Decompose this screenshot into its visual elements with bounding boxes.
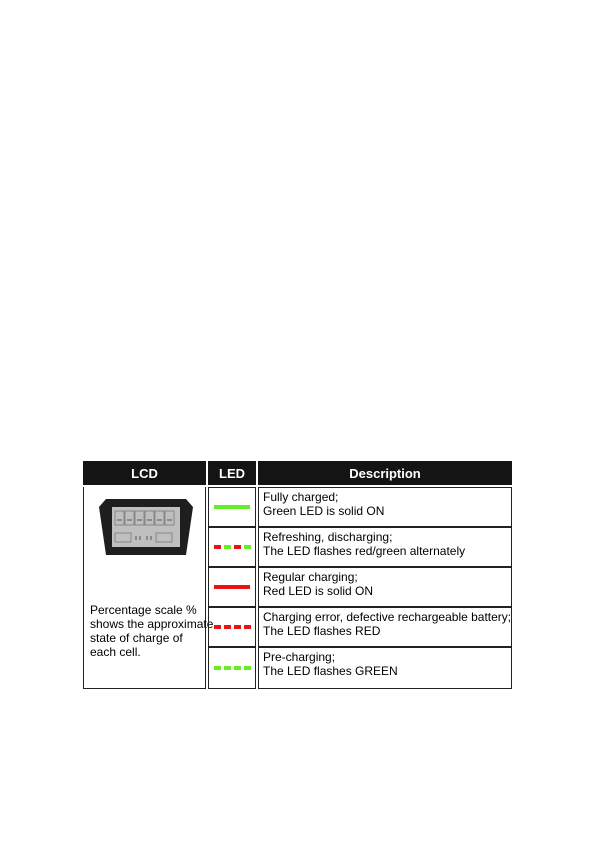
led-cell [208, 567, 256, 607]
description-detail: The LED flashes RED [263, 624, 381, 638]
table-row [208, 567, 512, 607]
table-row [208, 647, 512, 689]
description-detail: Green LED is solid ON [263, 504, 385, 518]
lcd-note-line-3: state of charge of [90, 631, 183, 645]
led-cell [208, 607, 256, 647]
lcd-display-icon [98, 497, 194, 557]
description-detail: The LED flashes red/green alternately [263, 544, 466, 558]
table-row [208, 607, 512, 647]
lcd-note-line-1: Percentage scale % [90, 603, 197, 617]
led-cell [208, 527, 256, 567]
description-detail: Red LED is solid ON [263, 584, 374, 598]
lcd-note-line-2: shows the approximate [90, 617, 214, 631]
lcd-cell [83, 487, 214, 689]
description-title: Charging error, defective rechargeable battery; [263, 610, 512, 624]
description-title: Fully charged; [263, 490, 339, 504]
green-flash-led-icon [214, 666, 251, 670]
header-lcd: LCD [83, 461, 206, 485]
lcd-note-line-4: each cell. [90, 645, 141, 659]
description-cell [258, 487, 512, 527]
description-detail: The LED flashes GREEN [263, 664, 398, 678]
description-cell [258, 647, 512, 689]
table-row [208, 527, 512, 567]
led-cell [208, 647, 256, 689]
description-cell [258, 527, 512, 567]
red-flash-led-icon [214, 625, 251, 629]
lcd-description [90, 603, 214, 659]
description-cell [258, 567, 512, 607]
solid-green-led-icon [214, 505, 250, 509]
led-status-table [83, 461, 512, 689]
led-cell [208, 487, 256, 527]
table-row [208, 487, 512, 527]
description-title: Pre-charging; [263, 650, 336, 664]
header-led: LED [208, 461, 256, 485]
description-cell [258, 607, 512, 647]
description-title: Regular charging; [263, 570, 358, 584]
solid-red-led-icon [214, 585, 250, 589]
header-description: Description [258, 461, 512, 485]
red-green-flash-led-icon [214, 545, 251, 549]
description-title: Refreshing, discharging; [263, 530, 393, 544]
